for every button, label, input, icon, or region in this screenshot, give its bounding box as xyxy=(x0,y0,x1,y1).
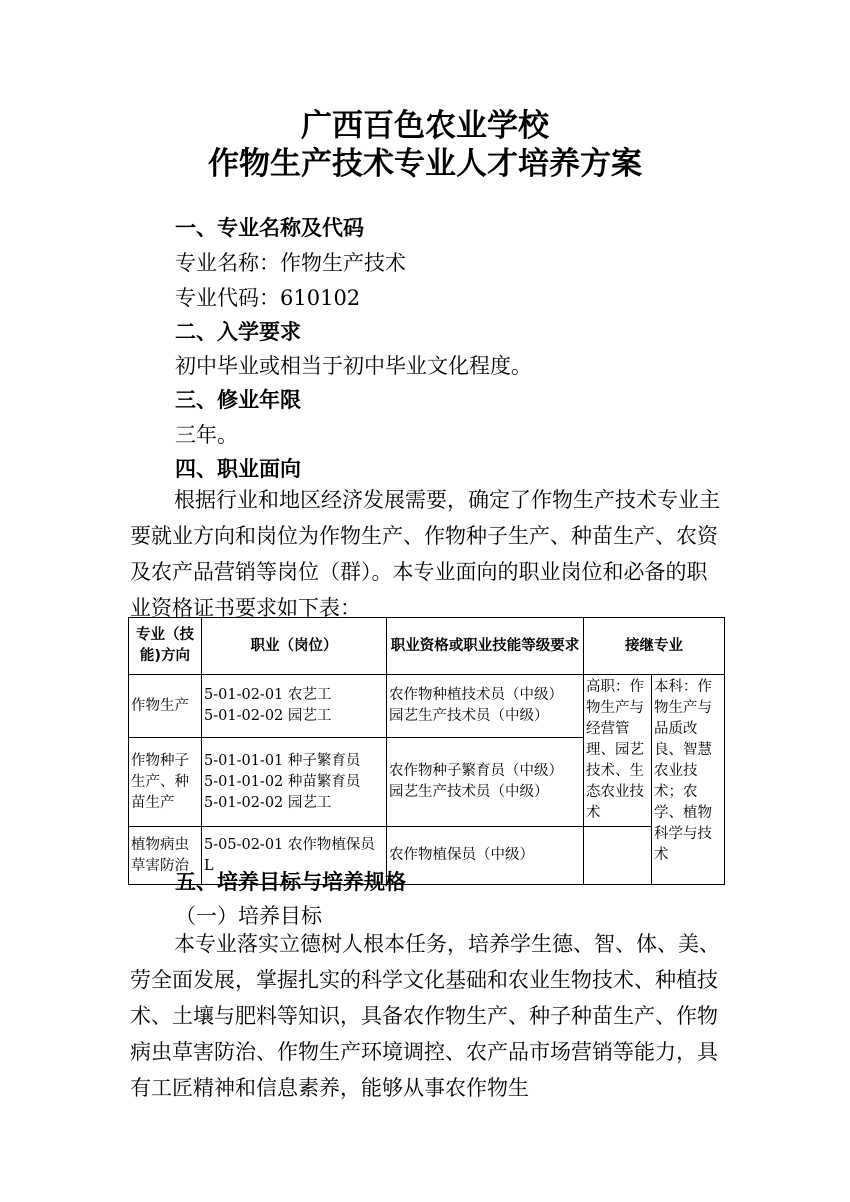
duration-text: 三年。 xyxy=(175,423,238,447)
section2-heading: 二、入学要求 xyxy=(175,320,301,344)
section5-heading: 五、培养目标与培养规格 xyxy=(175,870,406,894)
document-title-line2: 作物生产技术专业人才培养方案 xyxy=(208,146,642,182)
major-name-line: 专业名称：作物生产技术 xyxy=(175,251,406,275)
section3-heading: 三、修业年限 xyxy=(175,388,301,412)
continuation-higher: 高职：作物生产与经营管理、园艺技术、生态农业技术 xyxy=(584,675,652,827)
career-paragraph: 根据行业和地区经济发展需要，确定了作物生产技术专业主要就业方向和岗位为作物生产、作物种子生产、种苗生产、农资及农产品营销等岗位（群）。本专业面向的职业岗位和必备的职业资格证书要求如下表： xyxy=(130,488,720,620)
document-title-line1: 广西百色农业学校 xyxy=(301,108,549,144)
header-jobs: 职业（岗位） xyxy=(202,618,387,675)
continuation-bachelor: 本科：作物生产与品质改良、智慧农业技术；农学、植物科学与技术 xyxy=(652,675,725,885)
row1-certs: 农作物种植技术员（中级） 园艺生产技术员（中级） xyxy=(387,675,584,738)
section4-heading: 四、职业面向 xyxy=(175,457,301,481)
goals-paragraph: 本专业落实立德树人根本任务，培养学生德、智、体、美、劳全面发展，掌握扎实的科学文化基础和农业生物技术、种植技术、土壤与肥料等知识，具备农作物生产、种子种苗生产、作物病虫草害防治、作物生产环境调控、农产品市场营销等能力，具有工匠精神和信息素养，能够从事农作物生 xyxy=(130,932,720,1100)
row3-certs: 农作物植保员（中级） xyxy=(387,827,584,885)
table-row xyxy=(129,675,725,738)
section5-subheading: （一）培养目标 xyxy=(175,904,322,928)
row1-direction: 作物生产 xyxy=(129,675,202,738)
row3-jobs: 5-05-02-01 农作物植保员 L xyxy=(202,827,387,885)
row3-continuation-empty xyxy=(584,827,652,885)
table-header-row xyxy=(129,618,725,675)
header-certs: 职业资格或职业技能等级要求 xyxy=(387,618,584,675)
row2-direction: 作物种子生产、种苗生产 xyxy=(129,738,202,827)
row3-direction: 植物病虫草害防治 xyxy=(129,827,202,885)
career-table xyxy=(128,617,725,885)
row1-jobs: 5-01-02-01 农艺工 5-01-02-02 园艺工 xyxy=(202,675,387,738)
major-code-line: 专业代码：610102 xyxy=(175,286,361,310)
header-continuation: 接继专业 xyxy=(584,618,725,675)
row2-jobs: 5-01-01-01 种子繁育员 5-01-01-02 种苗繁育员 5-01-02-02 园艺工 xyxy=(202,738,387,827)
header-direction: 专业（技能)方向 xyxy=(129,618,202,675)
admission-text: 初中毕业或相当于初中毕业文化程度。 xyxy=(175,354,532,378)
section1-heading: 一、专业名称及代码 xyxy=(175,216,364,240)
row2-certs: 农作物种子繁育员（中级） 园艺生产技术员（中级） xyxy=(387,738,584,827)
